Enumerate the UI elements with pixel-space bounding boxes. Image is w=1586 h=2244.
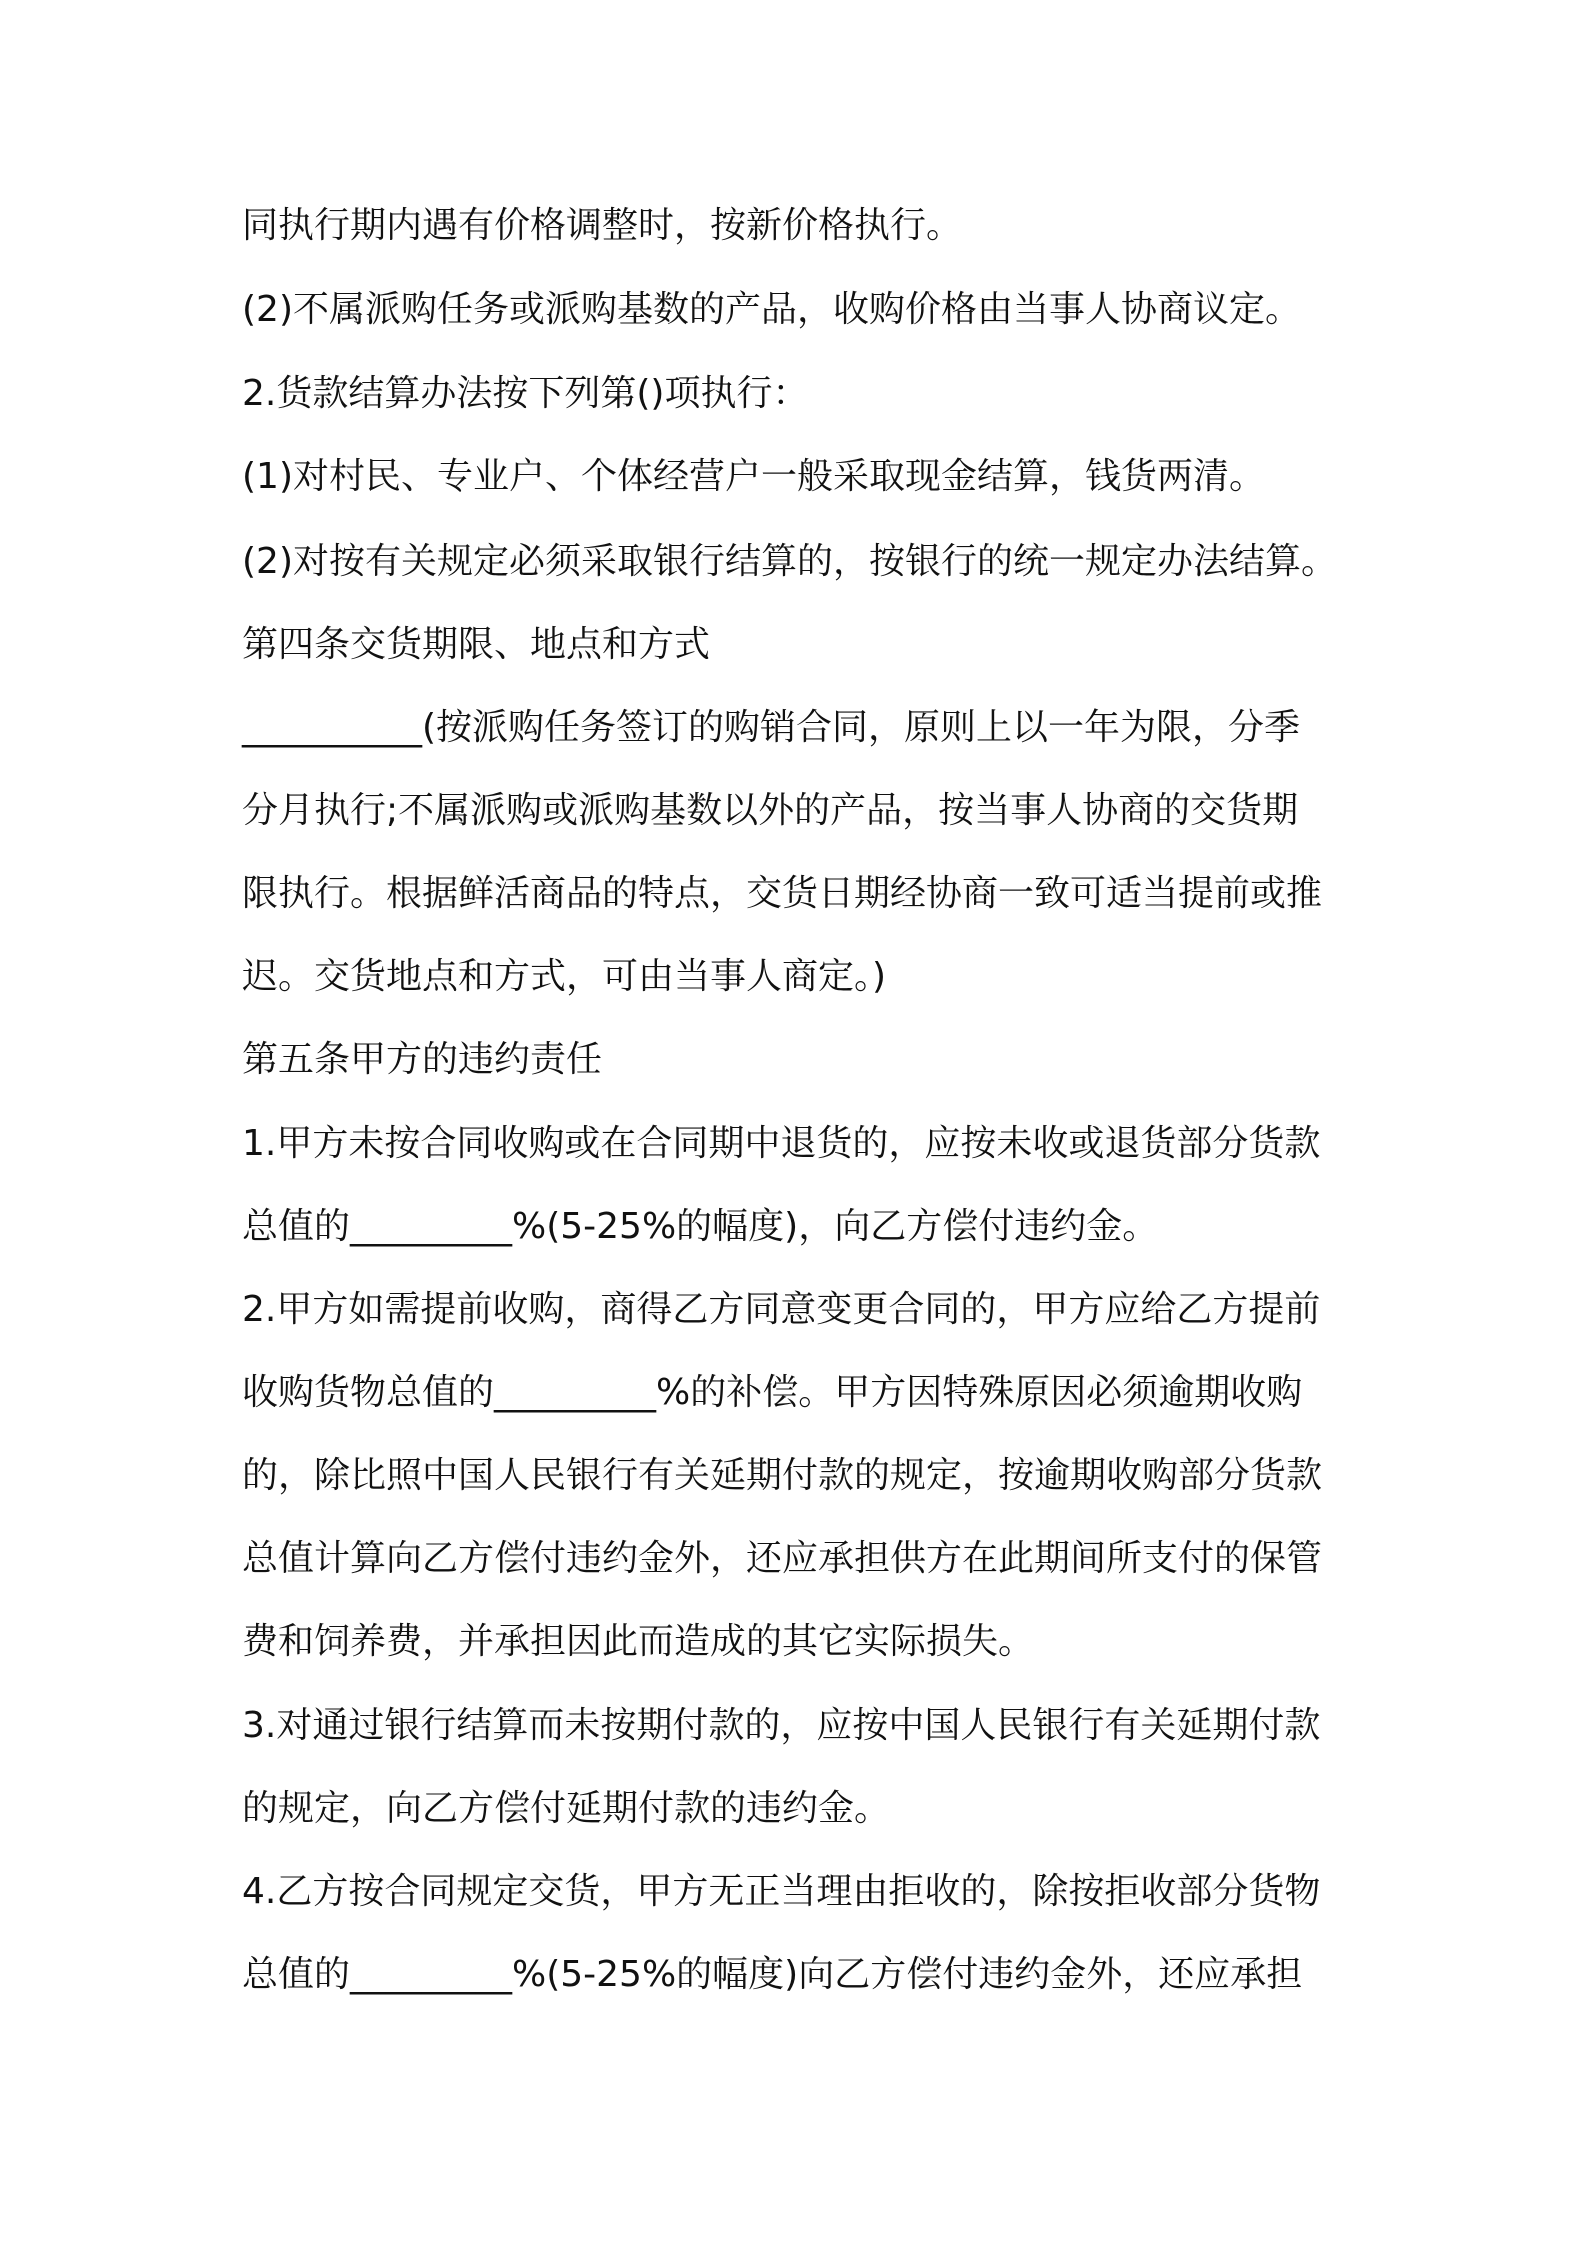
text-line: (2)对按有关规定必须采取银行结算的，按银行的统一规定办法结算。 bbox=[242, 541, 1337, 582]
text-line: (2)不属派购任务或派购基数的产品，收购价格由当事人协商议定。 bbox=[242, 289, 1301, 330]
text-line: 费和饲养费，并承担因此而造成的其它实际损失。 bbox=[242, 1621, 1035, 1662]
text-line: 迟。交货地点和方式，可由当事人商定。) bbox=[242, 956, 887, 997]
section-heading: 第五条甲方的违约责任 bbox=[242, 1039, 603, 1080]
text-line: 1.甲方未按合同收购或在合同期中退货的，应按未收或退货部分货款 bbox=[242, 1123, 1321, 1164]
text-line: 同执行期内遇有价格调整时，按新价格执行。 bbox=[242, 205, 963, 246]
text-line: 总值的_________%(5-25%的幅度)向乙方偿付违约金外，还应承担 bbox=[242, 1954, 1303, 1995]
text-line: 2.甲方如需提前收购，商得乙方同意变更合同的，甲方应给乙方提前 bbox=[242, 1289, 1321, 1330]
text-line: 总值计算向乙方偿付违约金外，还应承担供方在此期间所支付的保管 bbox=[242, 1538, 1323, 1579]
text-line: 2.货款结算办法按下列第()项执行： bbox=[242, 373, 809, 414]
text-line: __________(按派购任务签订的购销合同，原则上以一年为限，分季 bbox=[242, 707, 1301, 748]
text-line: 总值的_________%(5-25%的幅度)，向乙方偿付违约金。 bbox=[242, 1206, 1159, 1247]
text-line: 3.对通过银行结算而未按期付款的，应按中国人民银行有关延期付款 bbox=[242, 1705, 1321, 1746]
text-line: 分月执行;不属派购或派购基数以外的产品，按当事人协商的交货期 bbox=[242, 790, 1299, 831]
text-line: 的，除比照中国人民银行有关延期付款的规定，按逾期收购部分货款 bbox=[242, 1455, 1323, 1496]
text-line: 的规定，向乙方偿付延期付款的违约金。 bbox=[242, 1788, 891, 1829]
text-line: (1)对村民、专业户、个体经营户一般采取现金结算，钱货两清。 bbox=[242, 456, 1265, 497]
text-line: 收购货物总值的_________%的补偿。甲方因特殊原因必须逾期收购 bbox=[242, 1372, 1303, 1413]
text-line: 4.乙方按合同规定交货，甲方无正当理由拒收的，除按拒收部分货物 bbox=[242, 1871, 1321, 1912]
text-line: 限执行。根据鲜活商品的特点，交货日期经协商一致可适当提前或推 bbox=[242, 873, 1323, 914]
section-heading: 第四条交货期限、地点和方式 bbox=[242, 624, 711, 665]
